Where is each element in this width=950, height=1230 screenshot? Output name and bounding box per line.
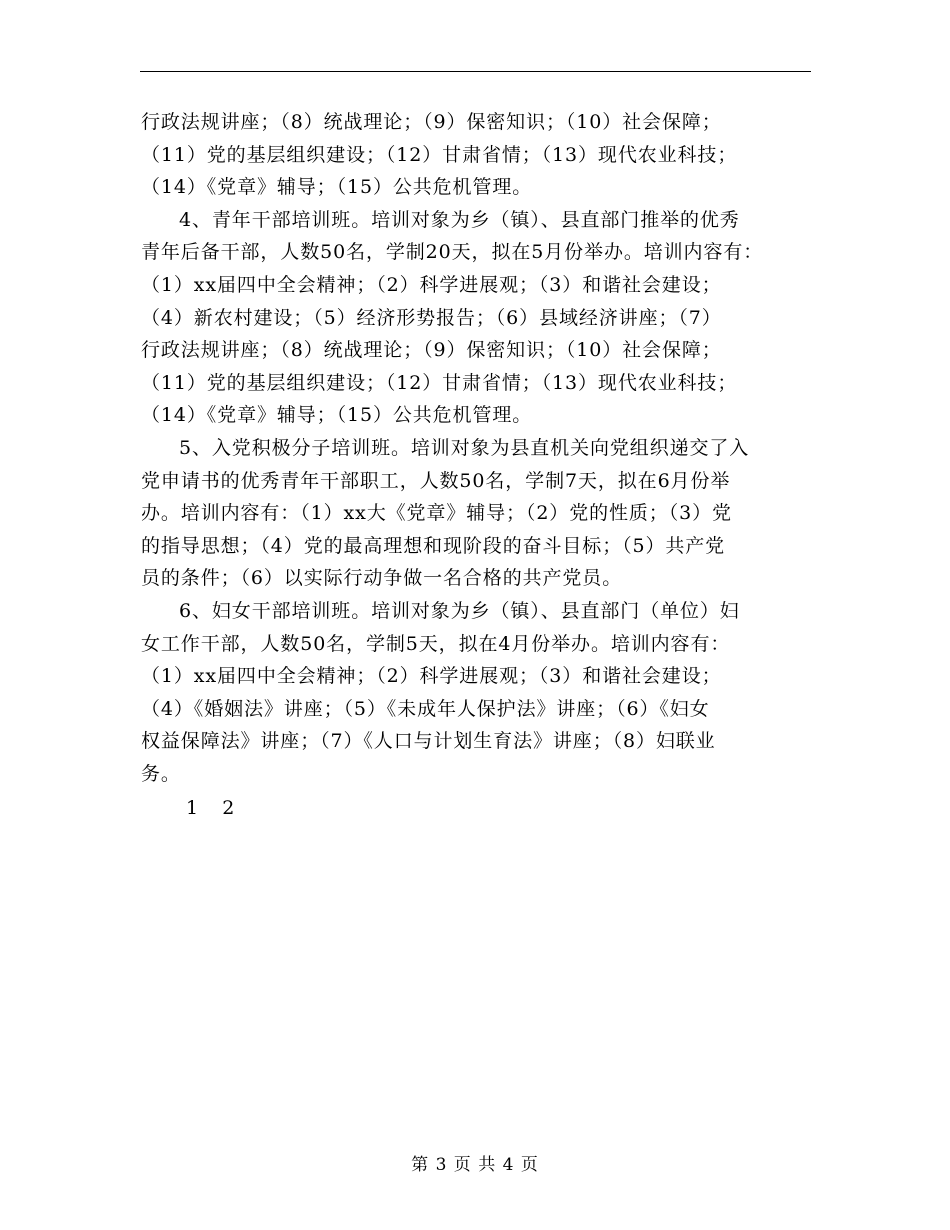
text-line: 6、妇女干部培训班。培训对象为乡（镇）、县直部门（单位）妇 (179, 599, 740, 622)
document-body (141, 106, 831, 790)
text-line: 办。培训内容有：（1）xx大《党章》辅导；（2）党的性质；（3）党 (141, 502, 732, 525)
text-line: 行政法规讲座；（8）统战理论；（9）保密知识；（10）社会保障； (141, 111, 722, 133)
text-line: （4）《婚姻法》讲座；（5）《未成年人保护法》讲座；（6）《妇女 (141, 697, 710, 720)
header-rule (140, 71, 811, 72)
text-line: 5、入党积极分子培训班。培训对象为县直机关向党组织递交了入 (179, 436, 750, 459)
page-footer: 第 3 页 共 4 页 (411, 1155, 539, 1175)
text-line: （4）新农村建设；（5）经济形势报告；（6）县域经济讲座；（7） (141, 306, 722, 329)
text-line: （11）党的基层组织建设；（12）甘肃省情；（13）现代农业科技； (141, 143, 738, 166)
text-line: （1）xx届四中全会精神；（2）科学进展观；（3）和谐社会建设； (141, 665, 722, 688)
text-line: （11）党的基层组织建设；（12）甘肃省情；（13）现代农业科技； (141, 371, 738, 394)
text-line: 务。 (141, 762, 181, 785)
page-number-links[interactable]: 1 2 (186, 797, 235, 819)
text-line: 权益保障法》讲座；（7）《人口与计划生育法》讲座；（8）妇联业 (141, 730, 716, 753)
text-line: 的指导思想；（4）党的最高理想和现阶段的奋斗目标；（5）共产党 (141, 534, 726, 557)
text-line: （14）《党章》辅导；（15）公共危机管理。 (141, 404, 533, 427)
text-line: 党申请书的优秀青年干部职工，人数50名，学制7天，拟在6月份举 (141, 469, 731, 492)
text-line: 员的条件；（6）以实际行动争做一名合格的共产党员。 (141, 567, 623, 590)
text-line: 行政法规讲座；（8）统战理论；（9）保密知识；（10）社会保障； (141, 339, 722, 362)
text-line: （14）《党章》辅导；（15）公共危机管理。 (141, 176, 533, 199)
text-line: 青年后备干部，人数50名，学制20天，拟在5月份举办。培训内容有： (141, 241, 764, 264)
text-line: （1）xx届四中全会精神；（2）科学进展观；（3）和谐社会建设； (141, 273, 722, 296)
text-line: 女工作干部，人数50名，学制5天，拟在4月份举办。培训内容有： (141, 632, 731, 655)
text-line: 4、青年干部培训班。培训对象为乡（镇）、县直部门推举的优秀 (179, 208, 740, 231)
